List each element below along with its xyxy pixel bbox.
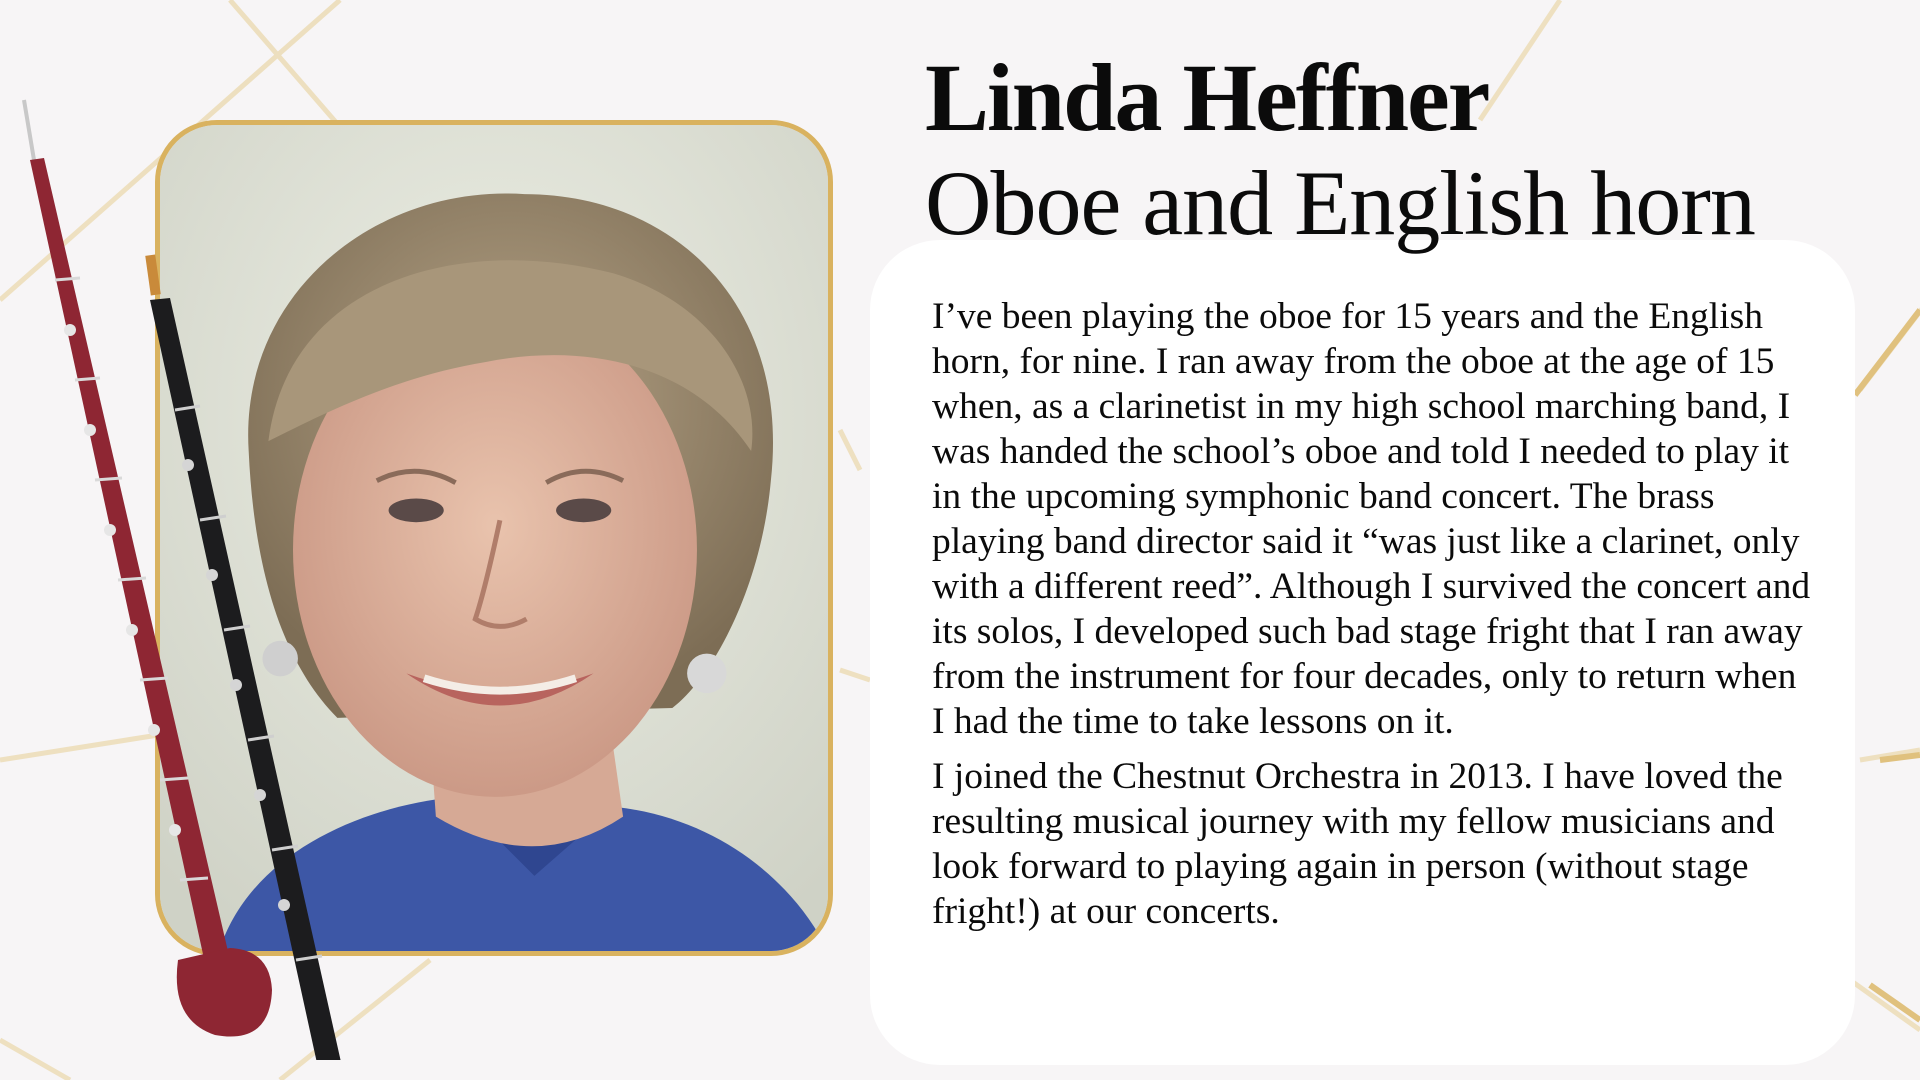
instruments-illustration <box>0 80 420 1060</box>
bio-text <box>932 294 1812 944</box>
member-name: Linda Heffner <box>925 44 1489 151</box>
english-horn-icon <box>24 100 272 1037</box>
member-instrument: Oboe and English horn <box>925 152 1755 254</box>
bio-paragraph: I joined the Chestnut Orchestra in 2013. I have loved the resulting musical journey with my fellow musicians and look forward to playing again in person (without stage fright!) at our concerts. <box>932 756 1783 932</box>
bio-paragraph: I’ve been playing the oboe for 15 years and the English horn, for nine. I ran away from the oboe at the age of 15 when, as a clarinetist in my high school marching band, I was handed the school’s oboe and told I needed to play it in the upcoming symphonic band concert. The brass playing band director said it “was just like a clarinet, only with a different reed”. Although I survived the concert and its solos, I developed such bad stage fright that I ran away from the instrument for four decades, only to return when I had the time to take lessons on it. <box>932 296 1811 742</box>
oboe-icon <box>145 254 392 1060</box>
